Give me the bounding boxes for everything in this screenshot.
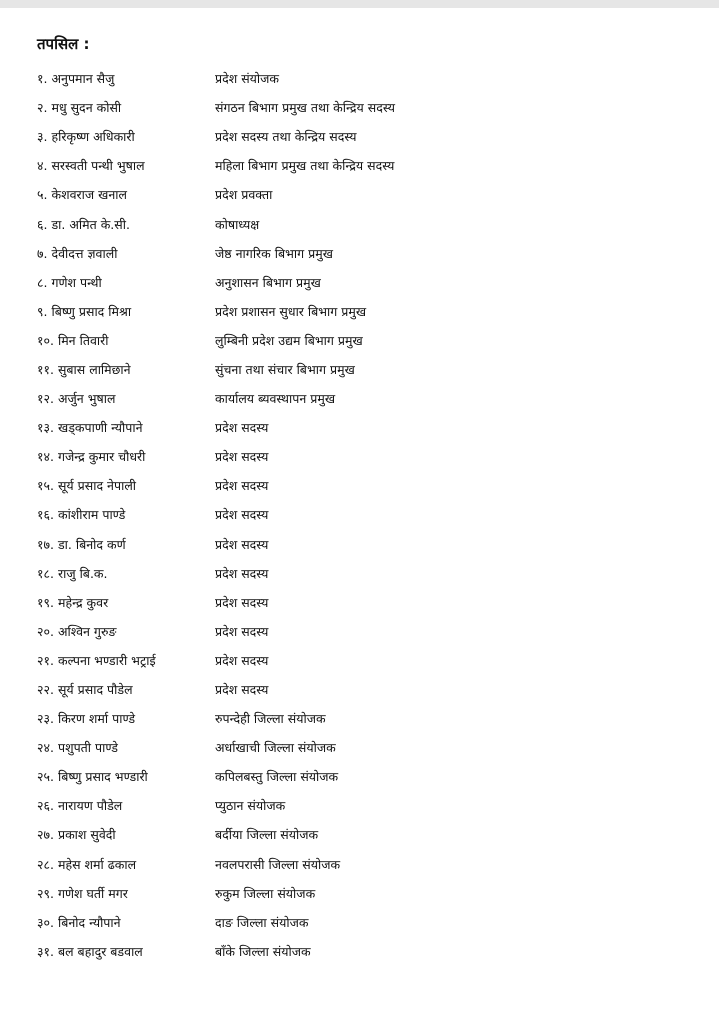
list-item [37,384,697,413]
member-number-and-name [37,623,215,640]
member-number-and-name [37,216,215,233]
member-role: प्रदेश सदस्य [215,652,269,668]
member-number-and-name [37,506,215,523]
list-item [37,442,697,471]
member-number: १८. [37,565,54,581]
member-role: दाङ जिल्ला संयोजक [215,914,309,930]
member-role: बर्दीया जिल्ला संयोजक [215,827,319,843]
member-number-and-name [37,768,215,785]
member-number-and-name [37,565,215,582]
member-number-and-name [37,390,215,407]
member-role: कपिलबस्तु जिल्ला संयोजक [215,769,339,785]
member-number: २४. [37,740,54,756]
list-item [37,239,697,268]
member-number: २. [37,100,48,116]
member-number: १४. [37,449,54,465]
member-name: गजेन्द्र कुमार चौधरी [57,449,146,465]
list-item [37,413,697,442]
member-name: हरिकृष्ण अधिकारी [51,129,135,145]
member-number-and-name [37,245,215,262]
member-role: रुपन्देही जिल्ला संयोजक [215,711,326,727]
member-role: रुकुम जिल्ला संयोजक [215,885,316,901]
member-name: बिष्णु प्रसाद भण्डारी [57,769,148,785]
member-role: प्रदेश सदस्य [215,536,269,552]
member-role: प्रदेश संयोजक [215,71,280,87]
member-name: बल बहादुर बडवाल [57,943,143,959]
member-number: १३. [37,420,54,436]
member-number-and-name [37,710,215,727]
member-name: अश्विन गुरुङ [57,623,117,639]
member-role: जेष्ठ नागरिक बिभाग प्रमुख [215,245,333,261]
member-number: ५. [37,187,48,203]
member-name: देवीदत्त ज्ञवाली [51,245,118,261]
member-number: १०. [37,332,54,348]
member-name: अनुपमान सैजु [51,71,115,87]
member-number: २०. [37,623,54,639]
member-number-and-name [37,419,215,436]
list-item [37,93,697,122]
list-item [37,209,697,238]
member-number: १२. [37,391,54,407]
member-number: २१. [37,652,54,668]
member-role: प्रदेश प्रशासन सुधार बिभाग प्रमुख [215,303,367,319]
list-heading: तपसिल : [37,35,90,53]
member-role: कार्यालय ब्यवस्थापन प्रमुख [215,391,336,407]
member-number: २९. [37,885,54,901]
member-name: सूर्य प्रसाद नेपाली [57,478,137,494]
member-number: १५. [37,478,54,494]
member-name: गणेश घर्ती मगर [57,885,128,901]
list-item [37,64,697,93]
list-item [37,588,697,617]
member-number-and-name [37,536,215,553]
member-name: मधु सुदन कोसी [51,100,122,116]
list-item [37,733,697,762]
member-number-and-name [37,856,215,873]
member-name: बिनोद न्यौपाने [57,914,121,930]
member-number: ११. [37,361,54,377]
list-item [37,151,697,180]
member-number-and-name [37,943,215,960]
member-list [37,64,697,966]
member-number: ८. [37,274,48,290]
member-number-and-name [37,885,215,902]
member-role: सुंचना तथा संचार बिभाग प्रमुख [215,361,355,377]
member-number-and-name [37,914,215,931]
member-role: प्युठान संयोजक [215,798,286,814]
member-name: सरस्वती पन्थी भुषाल [51,158,145,174]
member-role: कोषाध्यक्ष [215,216,260,232]
member-number-and-name [37,797,215,814]
member-number: १७. [37,536,54,552]
member-role: लुम्बिनी प्रदेश उद्यम बिभाग प्रमुख [215,332,363,348]
member-role: बाँके जिल्ला संयोजक [215,943,311,959]
member-role: नवलपरासी जिल्ला संयोजक [215,856,341,872]
member-name: सुबास लामिछाने [57,361,131,377]
member-number-and-name [37,361,215,378]
member-number: २६. [37,798,54,814]
member-name: बिष्णु प्रसाद मिश्रा [51,303,132,319]
member-number-and-name [37,477,215,494]
member-number-and-name [37,594,215,611]
member-number-and-name [37,128,215,145]
member-number: १. [37,71,48,87]
member-number: ३. [37,129,48,145]
member-number-and-name [37,681,215,698]
member-name: अर्जुन भुषाल [57,391,116,407]
member-number: ३०. [37,914,54,930]
member-number: २३. [37,711,54,727]
member-number: ६. [37,216,48,232]
member-number-and-name [37,70,215,87]
member-number: ४. [37,158,48,174]
list-item [37,762,697,791]
member-name: प्रकाश सुवेदी [57,827,116,843]
list-item [37,326,697,355]
list-item [37,850,697,879]
list-item [37,355,697,384]
member-role: प्रदेश सदस्य [215,420,269,436]
list-item [37,268,697,297]
list-item [37,559,697,588]
member-name: कल्पना भण्डारी भट्राई [57,652,156,668]
member-number-and-name [37,739,215,756]
member-number: २७. [37,827,54,843]
member-name: राजु बि.क. [57,565,108,581]
member-role: प्रदेश सदस्य [215,565,269,581]
member-number-and-name [37,652,215,669]
member-name: केशवराज खनाल [51,187,127,203]
member-name: मिन तिवारी [57,332,109,348]
list-item [37,530,697,559]
member-name: महेस शर्मा ढकाल [57,856,137,872]
member-name: नारायण पौडेल [57,798,123,814]
member-number-and-name [37,826,215,843]
member-number: २५. [37,769,54,785]
list-item [37,908,697,937]
list-item [37,617,697,646]
member-number: ३१. [37,943,54,959]
member-number: १९. [37,594,54,610]
member-role: प्रदेश सदस्य [215,478,269,494]
member-name: खड्कपाणी न्यौपाने [57,420,143,436]
member-number-and-name [37,303,215,320]
member-name: डा. अमित के.सी. [51,216,130,232]
member-name: महेन्द्र कुवर [57,594,109,610]
member-role: अनुशासन बिभाग प्रमुख [215,274,321,290]
list-item [37,675,697,704]
member-role: प्रदेश प्रवक्ता [215,187,273,203]
member-number: १६. [37,507,54,523]
list-item [37,879,697,908]
member-name: कांशीराम पाण्डे [57,507,126,523]
member-role: प्रदेश सदस्य [215,682,269,698]
member-role: अर्धाखाची जिल्ला संयोजक [215,740,336,756]
list-item [37,471,697,500]
member-number-and-name [37,332,215,349]
member-number: ९. [37,303,48,319]
member-role: प्रदेश सदस्य [215,449,269,465]
list-item [37,180,697,209]
member-role: प्रदेश सदस्य तथा केन्द्रिय सदस्य [215,129,357,145]
list-item [37,791,697,820]
member-number-and-name [37,157,215,174]
member-role: महिला बिभाग प्रमुख तथा केन्द्रिय सदस्य [215,158,395,174]
member-number-and-name [37,274,215,291]
member-number: ७. [37,245,48,261]
list-item [37,646,697,675]
member-role: प्रदेश सदस्य [215,623,269,639]
member-role: प्रदेश सदस्य [215,507,269,523]
member-number-and-name [37,448,215,465]
list-item [37,500,697,529]
member-name: पशुपती पाण्डे [57,740,118,756]
member-number-and-name [37,99,215,116]
member-name: डा. बिनोद कर्ण [57,536,126,552]
member-role: प्रदेश सदस्य [215,594,269,610]
member-number-and-name [37,186,215,203]
list-item [37,704,697,733]
member-number: २८. [37,856,54,872]
member-role: संगठन बिभाग प्रमुख तथा केन्द्रिय सदस्य [215,100,395,116]
list-item [37,297,697,326]
list-item [37,937,697,966]
member-name: गणेश पन्थी [51,274,102,290]
member-name: सूर्य प्रसाद पौडेल [57,682,133,698]
list-item [37,820,697,849]
member-name: किरण शर्मा पाण्डे [57,711,136,727]
list-item [37,122,697,151]
page-top-edge [0,0,719,8]
member-number: २२. [37,682,54,698]
